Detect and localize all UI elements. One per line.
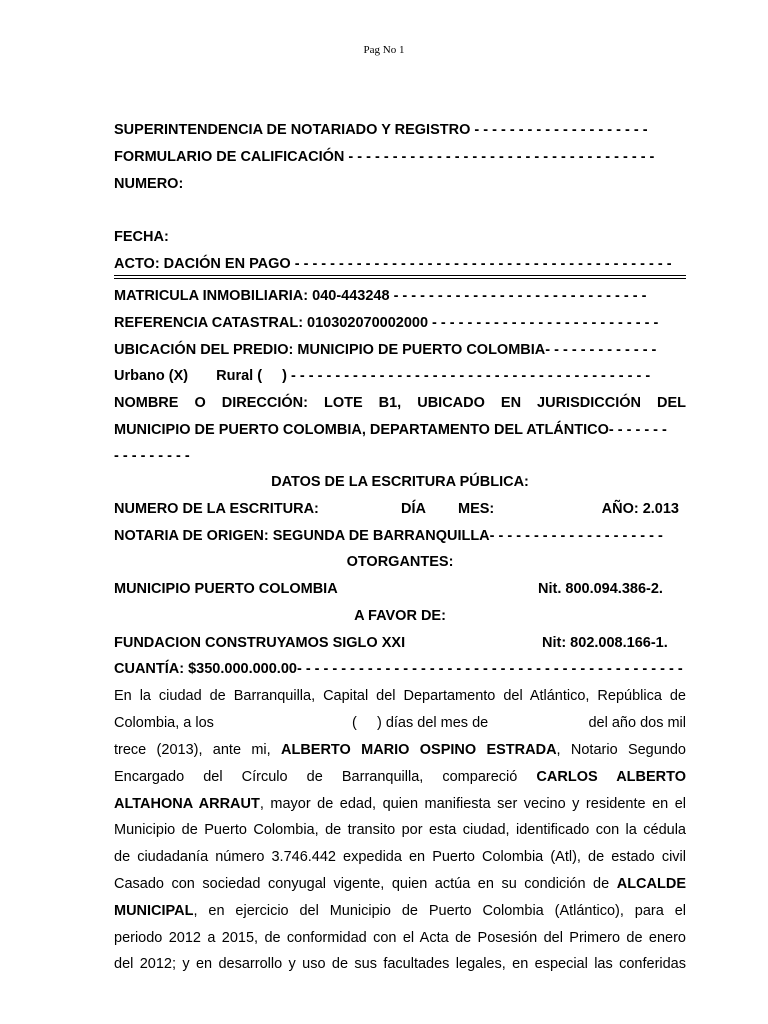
cuantia-line xyxy=(114,657,686,681)
dash-fill: - - - - - - xyxy=(617,422,667,438)
acto-label: ACTO: DACIÓN EN PAGO xyxy=(114,256,291,272)
fecha-label: FECHA: xyxy=(114,229,169,245)
body-line-1: En la ciudad de Barranquilla, Capital del Departamento del Atlántico, República de xyxy=(114,688,686,704)
datos-escritura-title: DATOS DE LA ESCRITURA PÚBLICA: xyxy=(271,474,529,490)
double-rule-bottom xyxy=(114,278,686,279)
nombre-line-2-text: MUNICIPIO DE PUERTO COLOMBIA, DEPARTAMENTO DEL ATLÁNTICO- xyxy=(114,422,614,438)
body-line-10: periodo 2012 a 2015, de conformidad con el Acta de Posesión del Primero de enero xyxy=(114,930,686,946)
compareciente-name-2: ALTAHONA ARRAUT xyxy=(114,796,260,812)
notario-name: ALBERTO MARIO OSPINO ESTRADA xyxy=(280,742,557,758)
matricula-line xyxy=(114,284,686,308)
ubicacion-label: UBICACIÓN DEL PREDIO: MUNICIPIO DE PUERTO COLOMBIA- xyxy=(114,342,551,358)
body-line-2 xyxy=(114,711,686,735)
alcalde-title-2: MUNICIPAL xyxy=(114,903,194,919)
beneficiario-line xyxy=(114,631,686,655)
nombre-line-2 xyxy=(114,418,686,442)
compareciente-name-1: CARLOS ALBERTO xyxy=(536,769,686,785)
form-line-formulario xyxy=(114,145,686,169)
body-line-4-a: Encargado del Círculo de Barranquilla, compareció xyxy=(114,769,518,785)
alcalde-title-1: ALCALDE xyxy=(616,876,686,892)
otorgantes-title: OTORGANTES: xyxy=(346,554,454,570)
beneficiario-nit: Nit: 802.008.166-1. xyxy=(542,635,668,651)
body-line-11: del 2012; y en desarrollo y uso de sus facultades legales, en especial las conferidas xyxy=(114,956,686,972)
body-line-5-b: , mayor de edad, quien manifiesta ser vecino y residente en el xyxy=(259,796,686,812)
referencia-label: REFERENCIA CATASTRAL: 010302070002000 xyxy=(114,315,429,331)
rural-label: Rural ( ) xyxy=(216,368,288,384)
page-number: Pag No 1 xyxy=(363,44,405,56)
dia-label: DÍA xyxy=(401,501,426,517)
urbano-label: Urbano (X) xyxy=(114,368,189,384)
body-line-5 xyxy=(114,792,686,816)
dash-fill: - - - - - - - - - - - - xyxy=(554,342,657,358)
dash-fill: - - - - - - - - - - - - - - - - - - - - - - - - - - - - - xyxy=(393,288,647,304)
escritura-line xyxy=(114,497,686,521)
dash-fill: - - - - - - - - - - - - - - - - - - - - - - - - - - xyxy=(432,315,659,331)
body-line-6: Municipio de Puerto Colombia, de transito por esta ciudad, identificado con la cédula xyxy=(114,822,686,838)
matricula-label: MATRICULA INMOBILIARIA: 040-443248 xyxy=(114,288,390,304)
cuantia-value: : $350.000.000.00- xyxy=(179,661,302,677)
nombre-line-1: NOMBRE O DIRECCIÓN: LOTE B1, UBICADO EN JURISDICCIÓN DEL xyxy=(114,395,686,411)
acto-line xyxy=(114,252,686,276)
body-line-7: de ciudadanía número 3.746.442 expedida en Puerto Colombia (Atl), de estado civil xyxy=(114,849,686,865)
body-line-3-c: , Notario Segundo xyxy=(556,742,686,758)
body-line-2-b: ( ) días del mes de xyxy=(352,715,489,731)
cuantia-label: CUANTÍA xyxy=(114,661,180,677)
body-line-4 xyxy=(114,765,686,789)
dash-fill: - - - - - - - - - - - - - - - - - - - - - - - - - - - - - - - - - - - - - - - - - - - xyxy=(305,661,683,677)
referencia-line xyxy=(114,311,686,335)
mes-label: MES: xyxy=(458,501,495,517)
formulario-label: FORMULARIO DE CALIFICACIÓN xyxy=(114,149,345,165)
body-line-3 xyxy=(114,738,686,762)
dash-fill: - - - - - - - - - - - - - - - - - - - xyxy=(498,528,663,544)
anio-label: AÑO: 2.013 xyxy=(601,501,679,517)
a-favor-title: A FAVOR DE: xyxy=(354,608,446,624)
otorgante-line xyxy=(114,577,686,601)
double-rule-top xyxy=(114,275,686,276)
dash-fill: - - - - - - - - - - - - - - - - - - - - - - - - - - - - - - - - - - - - - - - - - xyxy=(291,368,651,384)
nombre-line-3: - - - - - - - - - xyxy=(114,448,190,464)
numero-escritura-label: NUMERO DE LA ESCRITURA: xyxy=(114,501,319,517)
body-line-2-a: Colombia, a los xyxy=(114,715,214,731)
body-line-3-a: trece (2013), ante mi, xyxy=(114,742,271,758)
numero-label: NUMERO: xyxy=(114,176,184,192)
body-line-8-a: Casado con sociedad conyugal vigente, quien actúa en su condición de xyxy=(114,876,610,892)
superintendencia-label: SUPERINTENDENCIA DE NOTARIADO Y REGISTRO xyxy=(114,122,471,138)
body-line-8 xyxy=(114,872,686,896)
body-line-9 xyxy=(114,899,686,923)
notaria-line xyxy=(114,524,686,548)
notaria-label: NOTARIA DE ORIGEN: SEGUNDA DE BARRANQUILLA- xyxy=(114,528,495,544)
body-line-9-b: , en ejercicio del Municipio de Puerto Colombia (Atlántico), para el xyxy=(193,903,686,919)
dash-fill: - - - - - - - - - - - - - - - - - - - - - - - - - - - - - - - - - - - - - - - - - - - xyxy=(294,256,672,272)
form-line-superintendencia xyxy=(114,118,686,142)
dash-fill: - - - - - - - - - - - - - - - - - - - - xyxy=(474,122,648,138)
body-line-2-c: del año dos mil xyxy=(588,715,686,731)
dash-fill: - - - - - - - - - - - - - - - - - - - - - - - - - - - - - - - - - - - xyxy=(348,149,655,165)
urbano-rural-line xyxy=(114,364,686,388)
otorgante-nit: Nit. 800.094.386-2. xyxy=(538,581,663,597)
otorgante-name: MUNICIPIO PUERTO COLOMBIA xyxy=(114,581,338,597)
ubicacion-line xyxy=(114,338,686,362)
beneficiario-name: FUNDACION CONSTRUYAMOS SIGLO XXI xyxy=(114,635,406,651)
